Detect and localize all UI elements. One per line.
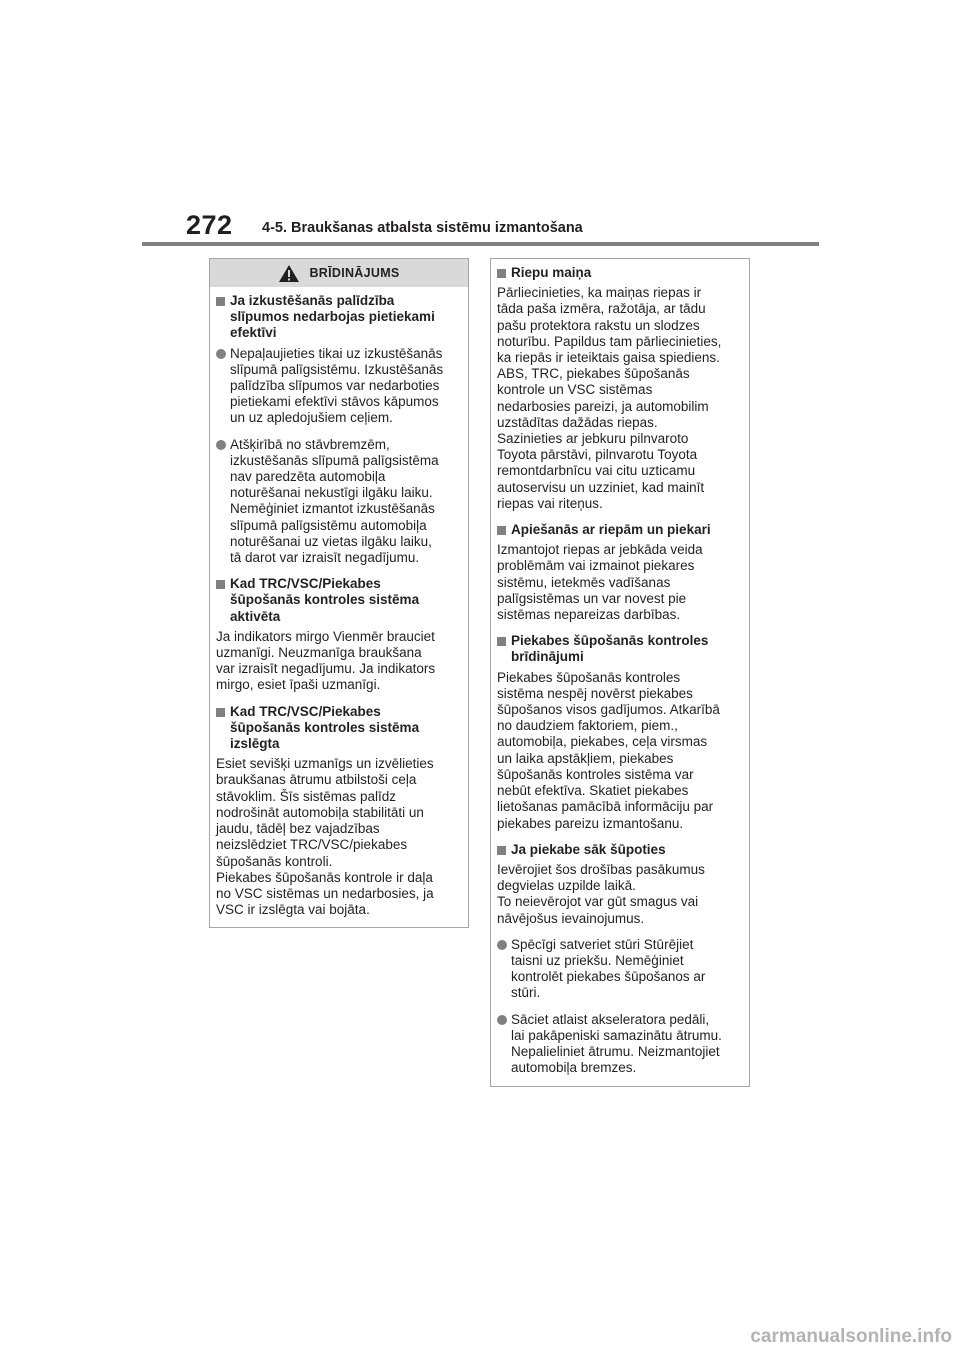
heading-text: Riepu maiņa: [511, 265, 592, 280]
heading-text: Kad TRC/VSC/Piekabes šūpošanās kontroles sistēma aktivēta: [230, 576, 420, 624]
square-bullet-icon: [216, 708, 225, 717]
square-bullet-icon: [497, 269, 506, 278]
info-box: [490, 258, 750, 1087]
warning-content: [210, 287, 468, 918]
bullet-item: [216, 437, 462, 567]
circle-bullet-icon: [216, 349, 226, 359]
section-heading: [216, 704, 462, 753]
section-heading: [497, 522, 743, 538]
bullet-item: [497, 1012, 743, 1077]
section-heading: [216, 293, 462, 342]
paragraph: Piekabes šūpošanās kontroles sistēma nespēj novērst piekabes šūpošanos visos gadījumos. Atkarībā no daudziem faktoriem, piem., automobiļa, piekabes, ceļa virsmas un laika apstākļiem, piekabes šūpošanās kontroles sistēma var nebūt efektīva. Skatiet piekabes lietošanas pamācībā informāciju par piekabes pareizu izmantošanu.: [497, 669, 720, 831]
warning-triangle-icon: [278, 264, 300, 283]
circle-bullet-icon: [497, 1015, 507, 1025]
section-heading: [497, 842, 743, 858]
paragraph: Ja indikators mirgo Vienmēr brauciet uzmanīgi. Neuzmanīga braukšana var izraisīt negadījumu. Ja indikators mirgo, esiet īpaši uzmanīgi.: [216, 628, 436, 693]
section-heading: [216, 576, 462, 625]
circle-bullet-icon: [216, 440, 226, 450]
heading-text: Ja piekabe sāk šūpoties: [511, 841, 666, 857]
heading-text: Ja izkustēšanās palīdzība slīpumos nedarbojas pietiekami efektīvi: [230, 293, 435, 341]
paragraph: Pārliecinieties, ka maiņas riepas ir tāda paša izmēra, ražotāja, ar tādu pašu protektora rakstu un slodzes noturību. Papildus tam pārliecinieties, ka riepās ir ieteiktais gaisa spiediens. ABS, TRC, piekabes šūpošanās kontrole un VSC sistēmas nedarbosies pareizi, ja automobilim uzstādītas dažādas riepas. Sazinieties ar jebkuru pilnvaroto Toyota pārstāvi, pilnvarotu Toyota remontdarbnīcu vai citu uzticamu autoservisu un uzziniet, kad mainīt riepas vai riteņus.: [497, 285, 722, 511]
square-bullet-icon: [216, 297, 225, 306]
heading-text: Apiešanās ar riepām un piekari: [511, 522, 711, 538]
warning-title: BRĪDINĀJUMS: [309, 266, 400, 280]
bullet-item: [497, 937, 743, 1002]
bullet-text: Spēcīgi satveriet stūri Stūrējiet taisni uz priekšu. Nemēģiniet kontrolēt piekabes šūpošanos ar stūri.: [511, 936, 706, 1001]
circle-bullet-icon: [497, 940, 507, 950]
heading-text: Kad TRC/VSC/Piekabes šūpošanās kontroles sistēma izslēgta: [230, 703, 420, 752]
square-bullet-icon: [497, 637, 506, 646]
section-heading: [497, 265, 743, 281]
header-divider: [142, 242, 819, 246]
square-bullet-icon: [216, 580, 225, 589]
paragraph: Esiet sevišķi uzmanīgs un izvēlieties braukšanas ātrumu atbilstoši ceļa stāvoklim. Šīs sistēmas palīdz nodrošināt automobiļa stabilitāti un jaudu, tādēļ bez vajadzības neizslēdziet TRC/VSC/piekabes šūpošanās kontroli. Piekabes šūpošanās kontrole ir daļa no VSC sistēmas un nedarbosies, ja VSC ir izslēgta vai bojāta.: [216, 756, 434, 918]
paragraph: Izmantojot riepas ar jebkāda veida problēmām vai izmainot piekares sistēmu, ietekmēs vadīšanas palīgsistēmas un var novest pie sistēmas nepareizas darbības.: [497, 542, 703, 623]
bullet-text: Atšķirībā no stāvbremzēm, izkustēšanās slīpumā palīgsistēma nav paredzēta automobiļa noturēšanai nekustīgi ilgāku laiku. Nemēģiniet izmantot izkustēšanās slīpumā palīgsistēmu automobiļa noturēšanai uz vietas ilgāku laiku, tā darot var izraisīt negadījumu.: [230, 436, 439, 566]
heading-text: Piekabes šūpošanās kontroles brīdinājumi: [511, 633, 709, 665]
bullet-item: [216, 346, 462, 427]
section-heading: [497, 633, 743, 665]
watermark: carmanualsonline.info: [750, 1326, 952, 1347]
warning-header: [210, 259, 468, 287]
info-content: [491, 259, 749, 1076]
square-bullet-icon: [497, 846, 506, 855]
warning-box: [209, 258, 469, 928]
bullet-text: Sāciet atlaist akseleratora pedāli, lai pakāpeniski samazinātu ātrumu. Nepalieliniet ātrumu. Neizmantojiet automobiļa bremzes.: [511, 1011, 722, 1076]
square-bullet-icon: [497, 526, 506, 535]
bullet-text: Nepaļaujieties tikai uz izkustēšanās slīpumā palīgsistēmu. Izkustēšanās palīdzība slīpumos var nedarboties pietiekami efektīvi stāvos kāpumos un uz apledojušiem ceļiem.: [230, 345, 444, 426]
section-title: 4-5. Braukšanas atbalsta sistēmu izmantošana: [262, 220, 583, 236]
page-number: 272: [186, 210, 233, 240]
paragraph: Ievērojiet šos drošības pasākumus degvielas uzpilde laikā. To neievērojot var gūt smagus vai nāvējošus ievainojumus.: [497, 861, 705, 926]
